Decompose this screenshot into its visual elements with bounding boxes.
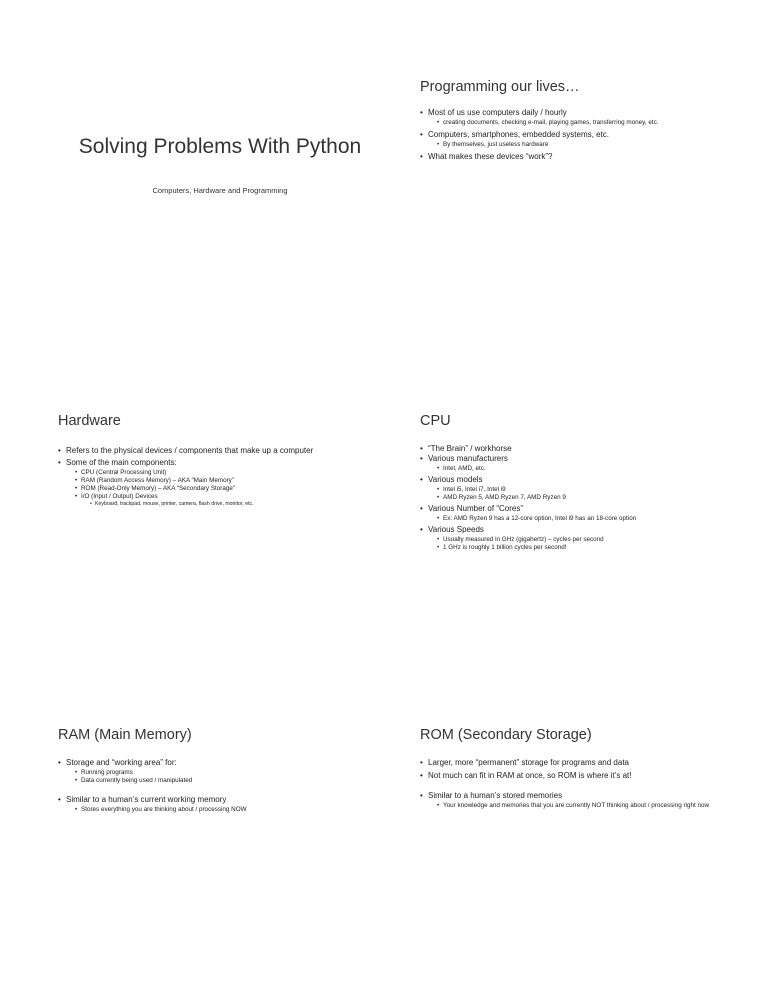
presentation-title: Solving Problems With Python — [78, 135, 362, 158]
sub-bullet-item: • Ex: AMD Ryzen 9 has a 12-core option, Intel i9 has an 18-core option — [437, 515, 744, 523]
sub-bullet-item: • Usually measured in GHz (gigahertz) – cycles per second — [437, 536, 744, 544]
bullet-item: • Similar to a human’s stored memories • Your knowledge and memories that you are currently NOT thinking about / processing right now — [420, 791, 744, 810]
sub-sub-bullet-item: • Keyboard, trackpad, mouse, printer, camera, flash drive, monitor, etc. — [90, 501, 382, 508]
slide-title: Hardware — [58, 413, 121, 429]
sub-bullet-item: • I/O (Input / Output) Devices • Keyboard, trackpad, mouse, printer, camera, flash drive, monitor, etc. — [75, 493, 382, 508]
sub-bullet-item: • Data currently being used / manipulated — [75, 777, 382, 785]
slide-title: Programming our lives… — [420, 79, 580, 95]
presentation-subtitle: Computers, Hardware and Programming — [152, 186, 288, 195]
slide-programming-our-lives — [420, 78, 744, 316]
sub-bullet-item: • creating documents, checking e-mail, playing games, transferring money, etc. — [437, 119, 744, 127]
bullet-item: • Computers, smartphones, embedded systems, etc. • By themselves, just useless hardware — [420, 130, 744, 149]
bullet-item: • Various manufacturers • Intel, AMD, etc. — [420, 454, 744, 473]
bullet-item: • Larger, more “permanent” storage for programs and data — [420, 758, 744, 768]
bullet-item: • Storage and “working area” for: • Running programs • Data currently being used / manipulated — [58, 758, 382, 785]
slide-title-page — [58, 78, 382, 316]
sub-bullet-item: • Running programs — [75, 769, 382, 777]
bullet-item: • Not much can fit in RAM at once, so ROM is where it’s at! — [420, 771, 744, 781]
slide-rom — [420, 726, 744, 964]
sub-bullet-item: • RAM (Random Access Memory) – AKA “Main Memory” — [75, 477, 382, 485]
sub-bullet-item: • 1 GHz is roughly 1 billion cycles per second! — [437, 544, 744, 552]
sub-bullet-item: • Intel, AMD, etc. — [437, 465, 744, 473]
bullet-list — [420, 108, 744, 162]
slide-title: CPU — [420, 413, 451, 429]
bullet-item: • Some of the main components: • CPU (Central Processing Unit) • RAM (Random Access Memory) – AKA “Main Memory” • ROM (Read-Only Memory) – AKA “Secondary Storage” • I/O (Input / Output) Devices • Keyboard, trackpad, mouse, printer, camera, flash drive, monitor, etc. — [58, 458, 382, 508]
sub-bullet-item: • AMD Ryzen 5, AMD Ryzen 7, AMD Ryzen 9 — [437, 494, 744, 502]
sub-bullet-item: • By themselves, just useless hardware — [437, 141, 744, 149]
slide-cpu — [420, 412, 744, 650]
slide-ram — [58, 726, 382, 964]
bullet-list — [58, 446, 382, 508]
slide-hardware — [58, 412, 382, 650]
bullet-item: • Various models • Intel i5, Intel i7, Intel i9 • AMD Ryzen 5, AMD Ryzen 7, AMD Ryzen 9 — [420, 475, 744, 502]
bullet-item: • Similar to a human’s current working memory • Stores everything you are thinking about / processing NOW — [58, 795, 382, 814]
bullet-item: • What makes these devices “work”? — [420, 152, 744, 162]
sub-bullet-item: • Your knowledge and memories that you are currently NOT thinking about / processing right now — [437, 802, 733, 810]
bullet-list — [58, 758, 382, 814]
sub-bullet-item: • CPU (Central Processing Unit) — [75, 469, 382, 477]
bullet-list — [420, 444, 744, 552]
bullet-item: • Various Number of “Cores” • Ex: AMD Ryzen 9 has a 12-core option, Intel i9 has an 18-core option — [420, 504, 744, 523]
bullet-item: • Refers to the physical devices / components that make up a computer — [58, 446, 382, 456]
bullet-item: • Various Speeds • Usually measured in GHz (gigahertz) – cycles per second • 1 GHz is roughly 1 billion cycles per second! — [420, 525, 744, 552]
bullet-list — [420, 758, 744, 810]
sub-bullet-item: • ROM (Read-Only Memory) – AKA “Secondary Storage” — [75, 485, 382, 493]
sub-bullet-item: • Stores everything you are thinking about / processing NOW — [75, 806, 382, 814]
slide-title: ROM (Secondary Storage) — [420, 727, 592, 743]
bullet-item: • “The Brain” / workhorse — [420, 444, 744, 454]
bullet-item: • Most of us use computers daily / hourly • creating documents, checking e-mail, playing games, transferring money, etc. — [420, 108, 744, 127]
slide-title: RAM (Main Memory) — [58, 727, 192, 743]
sub-bullet-item: • Intel i5, Intel i7, Intel i9 — [437, 486, 744, 494]
